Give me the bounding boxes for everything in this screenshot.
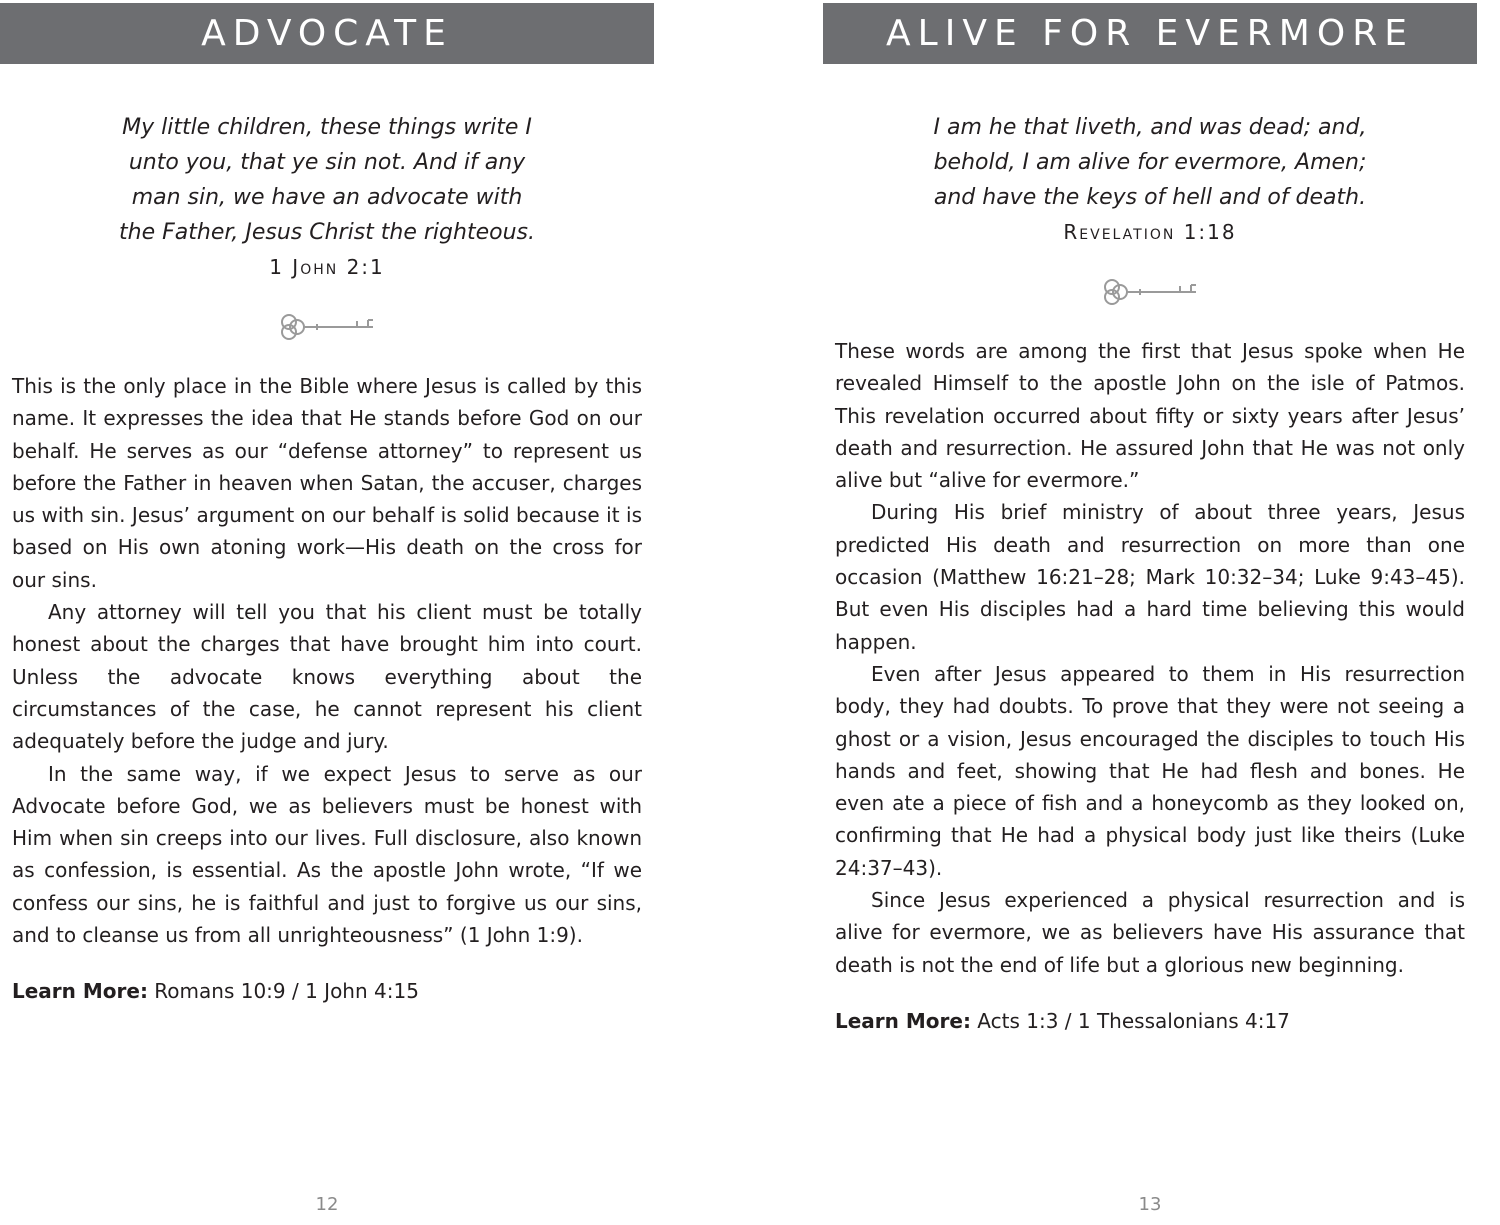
body-paragraph: Since Jesus experienced a physical resurrection and is alive for evermore, we as believers have His assurance that death is not the end of life but a glorious new beginning. — [835, 888, 1465, 977]
learn-more-label: Learn More: — [835, 1009, 971, 1033]
learn-more — [12, 975, 642, 1007]
verse-line: man sin, we have an advocate with — [131, 185, 523, 210]
body-paragraph: Even after Jesus appeared to them in His resurrection body, they had doubts. To prove that they were not seeing a ghost or a vision, Jesus encouraged the disciples to touch His hands and feet, showing that He had flesh and bones. He even ate a piece of fish and a honeycomb as they looked on, confirming that He had a physical body just like theirs (Luke 24:37–43). — [835, 661, 1465, 880]
body-paragraph: These words are among the first that Jesus spoke when He revealed Himself to the apostle John on the isle of Patmos. This revelation occurred about fifty or sixty years after Jesus’ death and resurrection. He assured John that He was not only alive but “alive for evermore.” — [835, 339, 1465, 493]
page-title: ALIVE FOR EVERMORE — [886, 13, 1414, 54]
scripture-verse — [823, 110, 1477, 250]
article-body — [12, 370, 642, 951]
page-title-banner — [823, 3, 1477, 64]
verse-reference: 1 John 2:1 — [269, 255, 385, 279]
learn-more-label: Learn More: — [12, 979, 148, 1003]
key-icon — [277, 307, 377, 347]
left-page — [0, 0, 654, 1225]
verse-reference: Revelation 1:18 — [1063, 220, 1237, 244]
verse-line: and have the keys of hell and of death. — [933, 185, 1367, 210]
body-paragraph: In the same way, if we expect Jesus to serve as our Advocate before God, we as believers must be honest with Him when sin creeps into our lives. Full disclosure, also known as confession, is essential. As the apostle John wrote, “If we confess our sins, he is faithful and just to forgive us our sins, and to cleanse us from all unrighteousness” (1 John 1:9). — [12, 761, 642, 948]
body-paragraph: Any attorney will tell you that his client must be totally honest about the charges that have brought him into court. Unless the advocate knows everything about the circumstances of the case, he cannot represent his client adequately before the judge and jury. — [12, 600, 642, 754]
page-number: 13 — [1138, 1194, 1162, 1215]
verse-line: behold, I am alive for evermore, Amen; — [933, 150, 1367, 175]
page-number: 12 — [315, 1194, 339, 1215]
verse-text — [823, 110, 1477, 215]
body-paragraph: This is the only place in the Bible where Jesus is called by this name. It expresses the idea that He stands before God on our behalf. He serves as our “defense attorney” to represent us before the Father in heaven when Satan, the accuser, charges us with sin. Jesus’ argument on our behalf is solid because it is based on His own atoning work—His death on the cross for our sins. — [12, 374, 642, 592]
verse-line: unto you, that ye sin not. And if any — [128, 150, 526, 175]
article-body — [835, 335, 1465, 981]
learn-more-references: Romans 10:9 / 1 John 4:15 — [154, 979, 419, 1003]
verse-line: the Father, Jesus Christ the righteous. — [119, 220, 535, 245]
right-page — [823, 0, 1477, 1225]
verse-line: I am he that liveth, and was dead; and, — [933, 115, 1367, 140]
body-paragraph: During His brief ministry of about three years, Jesus predicted His death and resurrection on more than one occasion (Matthew 16:21–28; Mark 10:32–34; Luke 9:43–45). But even His disciples had a hard time believing this would happen. — [835, 500, 1465, 654]
scripture-verse — [0, 110, 654, 285]
learn-more — [835, 1005, 1465, 1037]
verse-text — [0, 110, 654, 250]
page-title: ADVOCATE — [201, 13, 453, 54]
key-icon — [1100, 272, 1200, 312]
page-title-banner — [0, 3, 654, 64]
learn-more-references: Acts 1:3 / 1 Thessalonians 4:17 — [977, 1009, 1290, 1033]
verse-line: My little children, these things write I — [122, 115, 532, 140]
